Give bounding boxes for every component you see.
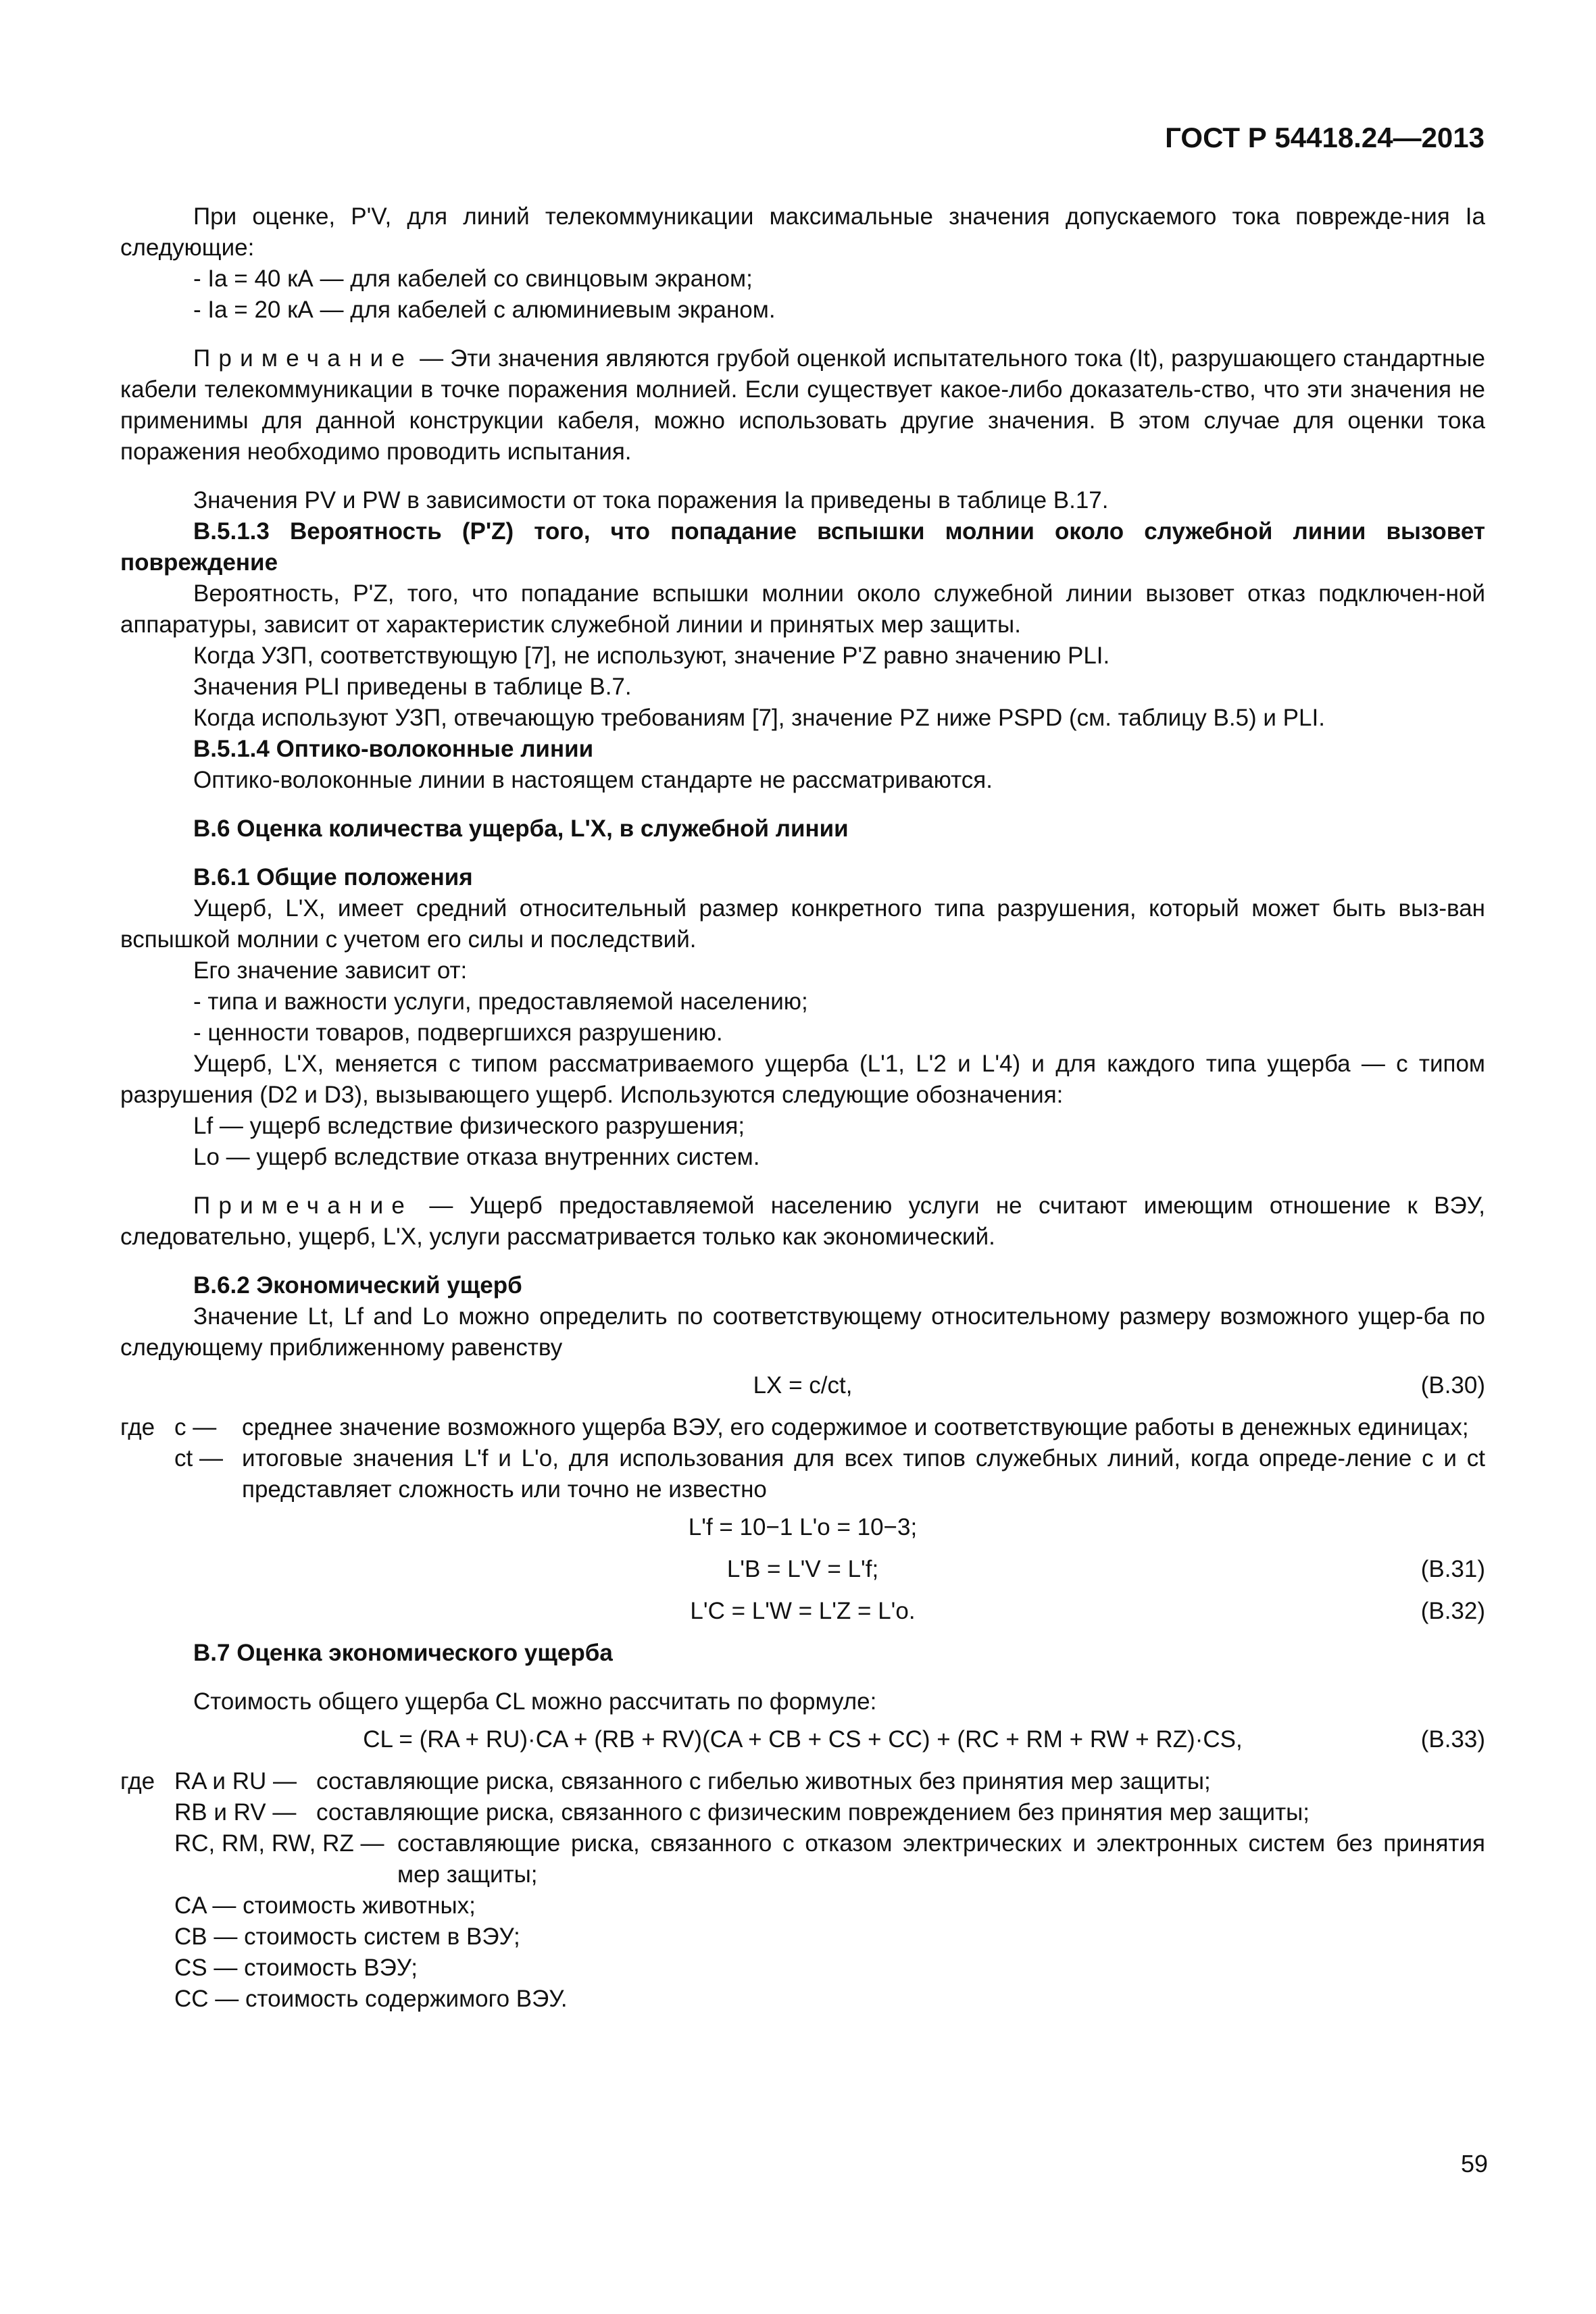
definition-cb: CB — стоимость систем в ВЭУ;	[174, 1923, 520, 1950]
heading-b514: В.5.1.4 Оптико-волоконные линии	[193, 736, 594, 762]
equation-text: LX = c/ct,	[753, 1372, 853, 1399]
note-2	[120, 1190, 1485, 1253]
equation-number: (В.30)	[1420, 1372, 1485, 1399]
definition-cc: CC — стоимость содержимого ВЭУ.	[174, 1986, 568, 2012]
paragraph-values: Значения PV и PW в зависимости от тока поражения Ia приведены в таблице В.17.	[193, 487, 1109, 513]
heading-b61: В.6.1 Общие положения	[193, 864, 473, 890]
paragraph: Ущерб, L'X, имеет средний относительный размер конкретного типа разрушения, который может быть выз-ван вспышкой молнии с учетом его силы и последствий.	[120, 895, 1485, 953]
definition-cs: CS — стоимость ВЭУ;	[174, 1955, 418, 1981]
definition-ct	[120, 1443, 1485, 1505]
equation-b30	[120, 1370, 1485, 1405]
definition-text: среднее значение возможного ущерба ВЭУ, его содержимое и соответствующие работы в денежных единицах;	[242, 1414, 1469, 1440]
equation-b33	[120, 1724, 1485, 1759]
paragraph: Его значение зависит от:	[193, 957, 468, 984]
page-body	[120, 0, 1485, 2015]
equation-lf-lo	[120, 1512, 1485, 1547]
where-label: где	[120, 1768, 155, 1794]
definition-text: составляющие риска, связанного с физическим повреждением без принятия мер защиты;	[316, 1799, 1310, 1826]
paragraph-damage-current: При оценке, P'V, для линий телекоммуникации максимальные значения допускаемого тока поврежде-ния Ia следующие:	[120, 203, 1485, 261]
note-text: — Ущерб предоставляемой населению услуги не считают имеющим отношение к ВЭУ, следовательно, ущерб, L'X, услуги рассматривается только как экономический.	[120, 1192, 1485, 1250]
list-item: Lf — ущерб вследствие физического разрушения;	[193, 1113, 745, 1139]
paragraph: Когда УЗП, соответствующую [7], не используют, значение P'Z равно значению PLI.	[193, 643, 1110, 669]
heading-b6: В.6 Оценка количества ущерба, L'X, в служебной линии	[193, 815, 849, 842]
heading-b513: В.5.1.3 Вероятность (P'Z) того, что попадание вспышки молнии около служебной линии вызовет повреждение	[120, 518, 1485, 576]
paragraph: Когда используют УЗП, отвечающую требованиям [7], значение PZ ниже PSPD (см. таблицу В.5) и PLI.	[193, 705, 1325, 731]
page-number: 59	[1460, 2150, 1488, 2178]
list-item: - Ia = 20 кА — для кабелей с алюминиевым экраном.	[193, 297, 776, 323]
equation-number: (В.33)	[1420, 1726, 1485, 1753]
definition-key: ct —	[174, 1445, 223, 1472]
paragraph: Оптико-волоконные линии в настоящем стандарте не рассматриваются.	[193, 767, 993, 793]
equation-text: L'f = 10−1 L'o = 10−3;	[688, 1514, 918, 1540]
paragraph: Значения PLI приведены в таблице В.7.	[193, 674, 632, 700]
paragraph: Ущерб, L'X, меняется с типом рассматриваемого ущерба (L'1, L'2 и L'4) и для каждого типа ущерба — с типом разрушения (D2 и D3), вызывающего ущерб. Используются следующие обозначения:	[120, 1051, 1485, 1108]
paragraph: Стоимость общего ущерба CL можно рассчитать по формуле:	[193, 1688, 877, 1715]
definition-ca: CA — стоимость животных;	[174, 1892, 476, 1919]
heading-b62: В.6.2 Экономический ущерб	[193, 1272, 522, 1299]
note-text: — Эти значения являются грубой оценкой испытательного тока (It), разрушающего стандартные кабели телекоммуникации в точке поражения молнией. Если существует какое-либо доказатель-ство, что эти значения не применимы для данной конструкции кабеля, можно использовать другие значения. В этом случае для оценки тока поражения необходимо проводить испытания.	[120, 345, 1485, 465]
note-label: Примечание	[193, 345, 414, 372]
note-label: Примечание	[193, 1192, 414, 1219]
paragraph: Вероятность, P'Z, того, что попадание вспышки молнии около служебной линии вызовет отказ подключен-ной аппаратуры, зависит от характеристик служебной линии и принятых мер защиты.	[120, 580, 1485, 638]
definition-text: итоговые значения L'f и L'o, для использования для всех типов служебных линий, когда опреде-ление c и ct представляет сложность или точно не известно	[242, 1445, 1485, 1503]
definition-key: RC, RM, RW, RZ —	[174, 1830, 384, 1857]
list-item: - ценности товаров, подвергшихся разрушению.	[193, 1020, 723, 1046]
definition-rc-rz	[120, 1828, 1485, 1890]
definition-c	[120, 1412, 1485, 1443]
definition-key: c —	[174, 1414, 217, 1440]
list-item: - типа и важности услуги, предоставляемой населению;	[193, 988, 808, 1015]
definition-key: RA и RU —	[174, 1768, 297, 1794]
equation-number: (В.31)	[1420, 1556, 1485, 1582]
note-1	[120, 343, 1485, 468]
definition-text: составляющие риска, связанного с отказом электрических и электронных систем без принятия мер защиты;	[397, 1830, 1485, 1888]
equation-b32	[120, 1596, 1485, 1631]
equation-number: (В.32)	[1420, 1598, 1485, 1624]
document-header: ГОСТ Р 54418.24—2013	[1165, 122, 1485, 153]
paragraph: Значение Lt, Lf and Lo можно определить по соответствующему относительному размеру возможного ущер-ба по следующему приближенному равенству	[120, 1303, 1485, 1361]
equation-text: CL = (RA + RU)·CA + (RB + RV)(CA + CB + CS + CC) + (RC + RM + RW + RZ)·CS,	[363, 1726, 1243, 1753]
heading-b7: В.7 Оценка экономического ущерба	[193, 1640, 613, 1666]
equation-b31	[120, 1554, 1485, 1589]
list-item: Lo — ущерб вследствие отказа внутренних систем.	[193, 1144, 760, 1170]
definition-text: составляющие риска, связанного с гибелью животных без принятия мер защиты;	[316, 1768, 1211, 1794]
equation-text: L'C = L'W = L'Z = L'o.	[690, 1598, 916, 1624]
definition-ra-ru	[120, 1766, 1485, 1797]
equation-text: L'B = L'V = L'f;	[726, 1556, 879, 1582]
definition-key: RB и RV —	[174, 1799, 297, 1826]
definition-rb-rv	[120, 1797, 1485, 1828]
list-item: - Ia = 40 кА — для кабелей со свинцовым экраном;	[193, 266, 753, 292]
where-label: где	[120, 1414, 155, 1440]
